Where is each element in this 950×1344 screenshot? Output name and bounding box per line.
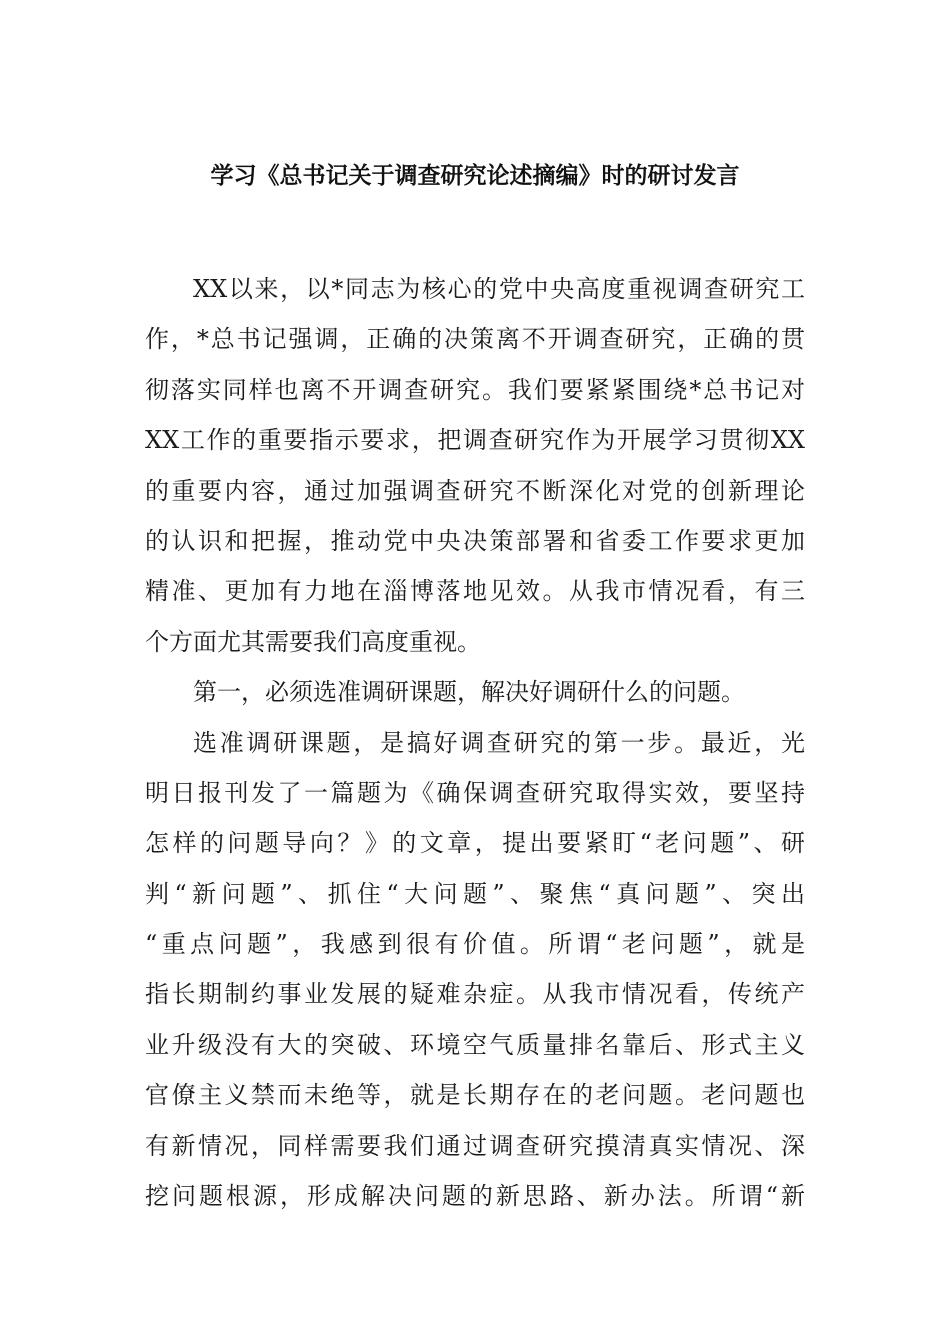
paragraph-line: 挖问题根源，形成解决问题的新思路、新办法。所谓“新 — [145, 1182, 805, 1211]
paragraph-heading-first — [145, 667, 805, 717]
paragraph-line: 作，*总书记强调，正确的决策离不开调查研究，正确的贯 — [145, 325, 805, 354]
section-heading-line: 第一，必须选准调研课题，解决好调研什么的问题。 — [193, 678, 745, 707]
paragraph-line: XX以来，以*同志为核心的党中央高度重视调查研究工 — [193, 275, 805, 303]
paragraph-line: 的重要内容，通过加强调查研究不断深化对党的创新理论 — [145, 476, 805, 505]
paragraph-line: 彻落实同样也离不开调查研究。我们要紧紧围绕*总书记对 — [145, 375, 805, 404]
paragraph-line: 个方面尤其需要我们高度重视。 — [145, 627, 481, 656]
paragraph-line: 选准调研课题，是搞好调查研究的第一步。最近，光 — [193, 728, 805, 757]
paragraph-line: “重点问题”，我感到很有价值。所谓“老问题”，就是 — [145, 930, 805, 959]
paragraph-line: 的认识和把握，推动党中央决策部署和省委工作要求更加 — [145, 526, 805, 555]
paragraph-line: 明日报刊发了一篇题为《确保调查研究取得实效，要坚持 — [145, 778, 805, 807]
paragraph-intro — [145, 264, 805, 667]
paragraph-line: 精准、更加有力地在淄博落地见效。从我市情况看，有三 — [145, 577, 805, 606]
paragraph-line: 怎样的问题导向？》的文章，提出要紧盯“老问题”、研 — [145, 829, 805, 858]
document-body — [145, 264, 805, 1221]
paragraph-line: 判“新问题”、抓住“大问题”、聚焦“真问题”、突出 — [145, 879, 805, 908]
paragraph-line: 业升级没有大的突破、环境空气质量排名靠后、形式主义 — [145, 1030, 805, 1059]
document-title: 学习《总书记关于调查研究论述摘编》时的研讨发言 — [210, 163, 740, 189]
paragraph-line: 有新情况，同样需要我们通过调查研究摸清真实情况、深 — [145, 1131, 805, 1160]
paragraph-line: 官僚主义禁而未绝等，就是长期存在的老问题。老问题也 — [145, 1081, 805, 1110]
paragraph-line: XX工作的重要指示要求，把调查研究作为开展学习贯彻XX — [145, 426, 805, 455]
paragraph-topic-selection — [145, 718, 805, 1222]
paragraph-line: 指长期制约事业发展的疑难杂症。从我市情况看，传统产 — [145, 980, 805, 1009]
